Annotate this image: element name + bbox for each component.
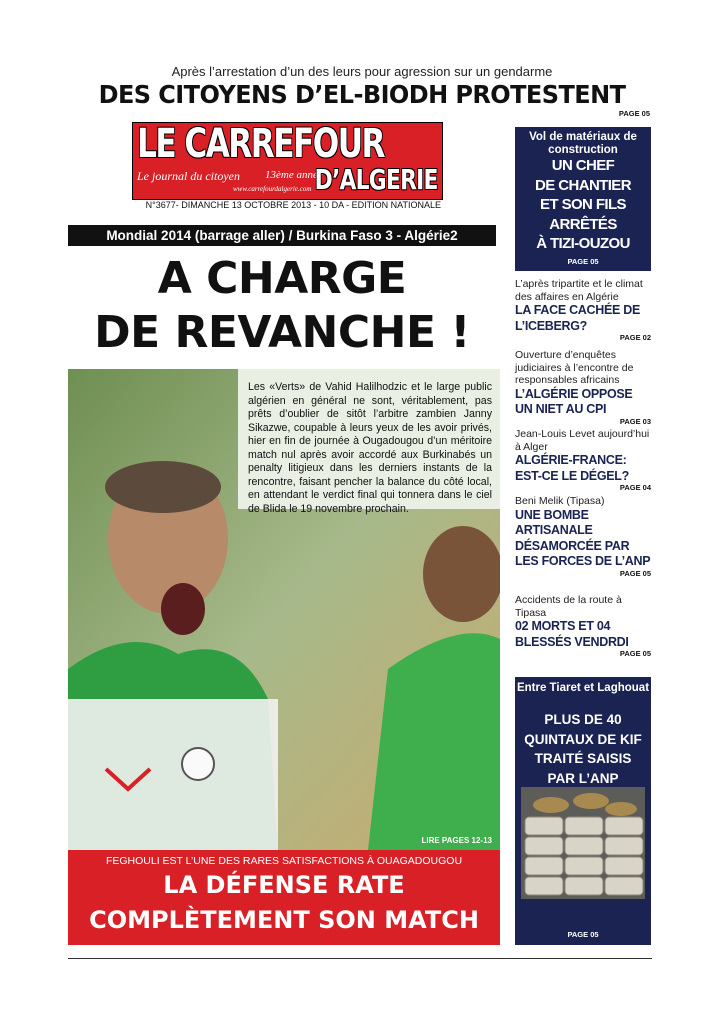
brief-page-ref: PAGE 03: [619, 416, 651, 426]
sidebar-box1-page-ref: PAGE 05: [567, 257, 599, 266]
brief-algerie-france[interactable]: [515, 428, 651, 492]
brief-page-ref: PAGE 04: [619, 483, 651, 492]
seized-packages-photo: [521, 787, 645, 899]
headline-line: ARRÊTÉS: [549, 215, 617, 233]
brief-kicker: Accidents de la route à Tipasa: [515, 594, 622, 619]
second-headline-line1: LA DÉFENSE RATE: [163, 871, 405, 899]
main-story-headline[interactable]: [68, 252, 496, 360]
sidebar-box2-kicker: Entre Tiaret et Laghouat: [516, 682, 650, 694]
second-story-kicker: FEGHOULI EST L’UNE DES RARES SATISFACTIONS À OUAGADOUGOU: [105, 855, 463, 867]
masthead-logo: [132, 122, 443, 200]
brief-kicker: L’après tripartite et le climat des affaires en Algérie: [515, 278, 643, 303]
brief-iceberg[interactable]: [515, 278, 651, 342]
brief-accidents[interactable]: [515, 594, 651, 658]
brief-bombe[interactable]: [515, 495, 651, 578]
brief-kicker: Beni Melik (Tipasa): [515, 495, 605, 507]
main-story-page-ref[interactable]: LIRE PAGES 12-13: [421, 836, 492, 845]
brief-page-ref: PAGE 02: [619, 333, 651, 342]
brief-headline: 02 MORTS ET 04 BLESSÉS VENDRDI: [515, 619, 629, 649]
brief-kicker: Ouverture d’enquêtes judiciaires à l’encontre de responsables africains: [515, 349, 634, 386]
main-story-kicker: Mondial 2014 (barrage aller) / Burkina Faso 3 - Algérie2: [68, 225, 496, 246]
headline-line: UN CHEF: [551, 157, 615, 174]
brief-kicker: Jean-Louis Levet aujourd’hui à Alger: [515, 428, 650, 453]
headline-line: PAR L’ANP: [547, 770, 619, 786]
second-story-headline: [68, 868, 500, 938]
headline-line: À TIZI-OUZOU: [536, 235, 630, 252]
packages-illustration: [521, 787, 645, 899]
brief-page-ref: PAGE 05: [619, 649, 651, 658]
masthead-title-line2: D’ALGERIE: [315, 163, 438, 196]
brief-headline: L’ALGÉRIE OPPOSE UN NIET AU CPI: [515, 386, 633, 416]
sidebar-box1-kicker: Vol de matériaux de construction: [529, 131, 637, 156]
top-story-headline[interactable]: DES CITOYENS D’EL-BIODH PROTESTENT: [98, 80, 626, 109]
masthead-website: www.carrefourdalgerie.com: [233, 185, 312, 193]
sidebar-box-theft[interactable]: [515, 127, 651, 271]
main-story-body: Les «Verts» de Vahid Halilhodzic et le large public algérien en général ne sont, véritablement, pas prêts d’oublier de sitôt l’arbitre zambien Janny Sikazwe, coupable à leurs yeux de les avoir privés, hier en fin de journée à Ougadougou d’un méritoire match nul après avoir accordé aux Burkinabés un penalty litigieux dans les derniers instants de la rencontre, faisant pencher la balance du côté local, en attendant le verdict final qui tonnera dans le ciel de Blida le 19 novembre prochain.: [248, 381, 492, 515]
brief-page-ref: PAGE 05: [619, 568, 651, 578]
sidebar-box1-headline: [515, 156, 651, 254]
headline-line: DE CHANTIER: [535, 176, 631, 194]
sidebar-box2-headline: [515, 710, 651, 788]
second-story-banner[interactable]: [68, 850, 500, 945]
top-story-page-ref: PAGE 05: [618, 109, 650, 118]
brief-headline: UNE BOMBE ARTISANALE DÉSAMORCÉE PAR LES FORCES DE L’ANP: [515, 507, 651, 568]
masthead-edition: 13ème année: [265, 169, 323, 181]
main-story-photo[interactable]: [68, 369, 500, 850]
second-headline-line2: COMPLÈTEMENT SON MATCH: [89, 906, 479, 934]
sidebar-box-kif[interactable]: [515, 677, 651, 945]
headline-line: ET SON FILS: [540, 196, 626, 213]
headline-line: TRAITÉ SAISIS: [534, 751, 632, 766]
issue-line: N°3677- DIMANCHE 13 OCTOBRE 2013 - 10 DA - EDITION NATIONALE: [145, 200, 441, 210]
main-headline-line1: A CHARGE: [157, 253, 407, 304]
brief-cpi[interactable]: [515, 349, 651, 426]
bottom-divider: [68, 958, 652, 959]
masthead-subtitle: Le journal du citoyen: [137, 169, 240, 183]
masthead-title: LE CARREFOUR: [137, 122, 384, 167]
top-story-kicker: Après l’arrestation d’un des leurs pour agression sur un gendarme: [171, 64, 553, 79]
brief-headline: LA FACE CACHÉE DE L’ICEBERG?: [515, 303, 641, 333]
headline-line: QUINTAUX DE KIF: [524, 731, 642, 747]
sidebar-box2-page-ref: PAGE 05: [567, 930, 599, 939]
headline-line: PLUS DE 40: [544, 712, 622, 727]
brief-headline: ALGÉRIE-FRANCE: EST-CE LE DÉGEL?: [515, 453, 629, 483]
main-headline-line2: DE REVANCHE !: [94, 307, 470, 358]
